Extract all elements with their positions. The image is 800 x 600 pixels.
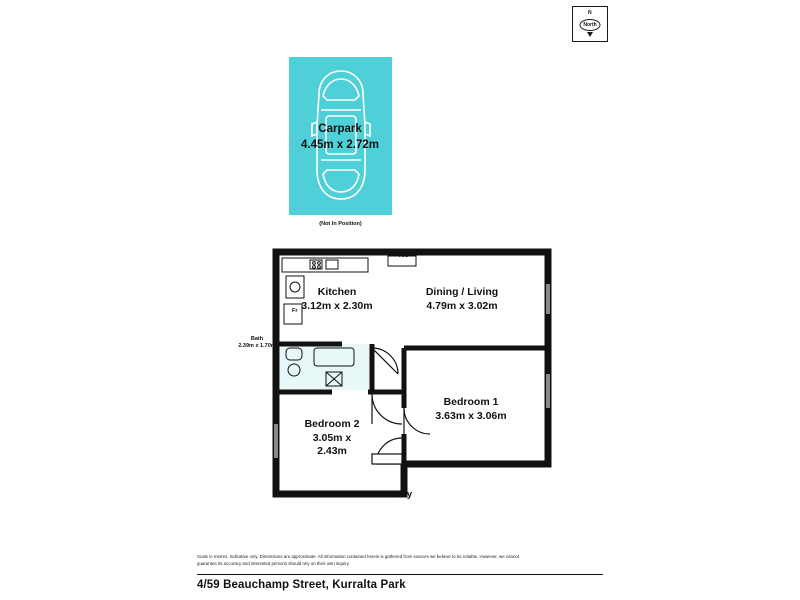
fridge-tag: Fr	[292, 308, 298, 314]
carpark-label	[250, 122, 430, 153]
room-label-dining-living	[392, 286, 532, 313]
ac-tag: A/C	[399, 253, 409, 259]
bedroom-2-name: Bedroom 2	[304, 418, 360, 430]
room-label-kitchen	[282, 286, 392, 313]
compass-north-label: North	[583, 21, 597, 28]
bedroom-1-dimensions: 3.63m x 3.06m	[435, 409, 507, 422]
compass-north-badge	[580, 19, 601, 31]
compass-n-letter: N	[588, 10, 592, 16]
kitchen-name: Kitchen	[317, 286, 357, 298]
kitchen-dimensions: 3.12m x 2.30m	[301, 299, 373, 312]
carpark-dimensions: 4.45m x 2.72m	[300, 138, 379, 151]
north-compass	[572, 6, 608, 42]
disclaimer-text: Scale in metres. Indicative only. Dimensions are approximate. All information contained herein is gathered from sources we believe to be reliable. However, we cannot guarantee its accuracy and interested persons should rely on their own inquiry.	[197, 554, 520, 566]
carpark-name: Carpark	[318, 123, 362, 135]
room-label-bath	[226, 336, 288, 350]
bedroom-1-name: Bedroom 1	[443, 396, 499, 408]
footer-divider	[197, 574, 603, 575]
bath-name: Bath	[250, 336, 264, 342]
entry-label: Entry	[387, 489, 413, 500]
compass-arrow-icon	[587, 32, 593, 37]
bath-dimensions: 2.39m x 1.70m	[238, 342, 276, 349]
room-label-bedroom-2	[284, 418, 380, 459]
property-address: 4/59 Beauchamp Street, Kurralta Park	[197, 579, 406, 591]
room-label-bedroom-1	[404, 396, 538, 423]
bedroom-2-dimensions-line1: 3.05m x	[312, 431, 352, 444]
carpark-note: (Not In Position)	[319, 221, 362, 227]
dining-living-name: Dining / Living	[425, 286, 499, 298]
bedroom-2-dimensions-line2: 2.43m	[317, 445, 347, 458]
dining-living-dimensions: 4.79m x 3.02m	[426, 299, 498, 312]
